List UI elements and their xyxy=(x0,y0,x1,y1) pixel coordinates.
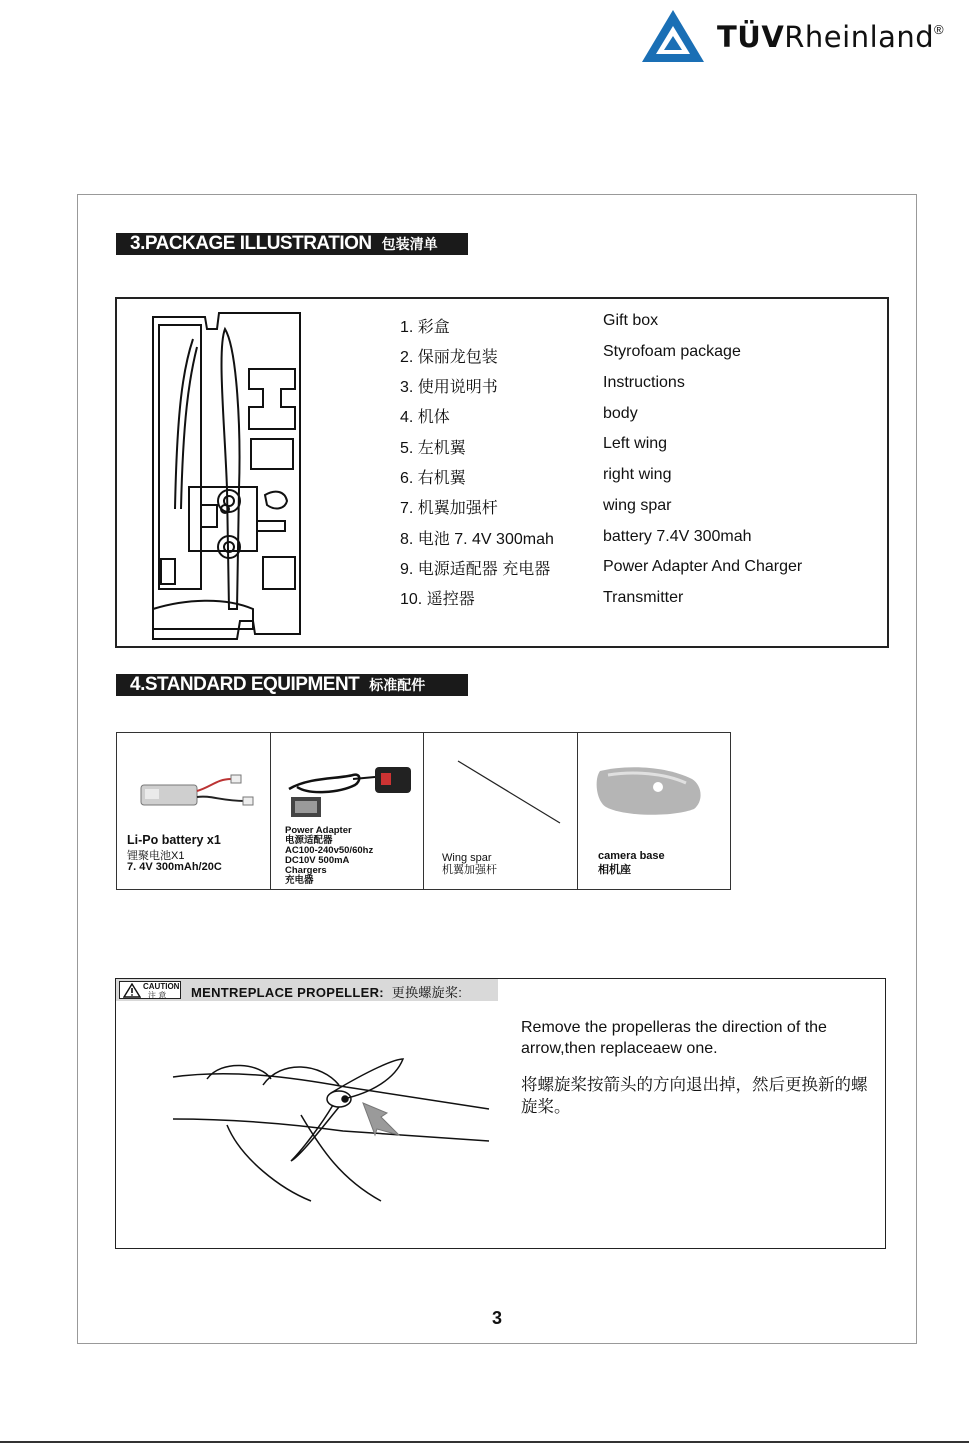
logo-wordmark: TÜVRheinland xyxy=(717,20,935,54)
equipment-section-title-cn: 标准配件 xyxy=(369,677,426,693)
caution-badge xyxy=(119,981,181,999)
package-item-en: right wing xyxy=(603,466,672,483)
package-item-en: Left wing xyxy=(603,435,668,452)
package-item-cn: 3. 使用说明书 xyxy=(400,379,498,396)
warning-triangle-icon xyxy=(123,983,141,998)
bottom-rule xyxy=(0,1441,969,1443)
equipment-label: AC100-240v50/60hz xyxy=(285,845,374,856)
package-item-en: wing spar xyxy=(603,497,672,514)
styrofoam-package-illustration xyxy=(145,309,305,644)
package-item-en: battery 7.4V 300mah xyxy=(603,528,752,545)
package-item-cn: 1. 彩盒 xyxy=(400,319,450,336)
equipment-label: 锂聚电池X1 xyxy=(127,850,185,862)
package-item-en: Power Adapter And Charger xyxy=(603,558,803,575)
package-item-en: Transmitter xyxy=(603,589,684,606)
equipment-label: camera base xyxy=(598,850,665,862)
package-section-title: 3.PACKAGE ILLUSTRATION xyxy=(130,233,372,254)
replace-propeller-instruction-cn: 将螺旋桨按箭头的方向退出掉，然后更换新的螺旋桨。 xyxy=(521,1076,868,1116)
equipment-label: 7. 4V 300mAh/20C xyxy=(127,861,222,873)
replace-propeller-box xyxy=(115,978,886,1249)
equipment-label: 相机座 xyxy=(598,864,631,876)
equipment-cell-wing-spar xyxy=(424,733,578,889)
package-item-cn: 6. 右机翼 xyxy=(400,470,466,487)
propeller-replacement-illustration xyxy=(171,1049,491,1209)
equipment-label: DC10V 500mA xyxy=(285,855,350,866)
package-illustration-box xyxy=(115,297,889,648)
package-item-cn: 9. 电源适配器 充电器 xyxy=(400,561,551,578)
caution-badge-cn: 注 意 xyxy=(148,991,167,1000)
package-item-en: body xyxy=(603,405,638,422)
registered-mark: ® xyxy=(934,22,944,37)
package-section-header xyxy=(116,233,468,255)
equipment-label: 充电器 xyxy=(285,875,314,886)
package-item-cn: 2. 保丽龙包装 xyxy=(400,349,498,366)
equipment-cell-adapter xyxy=(271,733,424,889)
replace-propeller-instruction-en: Remove the propelleras the direction of the arrow,then replaceaew one. xyxy=(521,1019,827,1057)
package-item-cn: 7. 机翼加强杆 xyxy=(400,500,498,517)
equipment-cell-battery xyxy=(117,733,271,889)
equipment-label: 电源适配器 xyxy=(285,835,333,846)
camera-base-image xyxy=(594,761,706,821)
battery-image xyxy=(139,771,259,811)
package-item-cn: 10. 遥控器 xyxy=(400,591,475,608)
power-adapter-image xyxy=(279,749,419,824)
equipment-label: Power Adapter xyxy=(285,825,352,836)
replace-propeller-title: MENTREPLACE PROPELLER: 更换螺旋桨: xyxy=(191,985,463,1000)
equipment-section-title: 4.STANDARD EQUIPMENT xyxy=(130,674,360,695)
wing-spar-image xyxy=(454,757,564,827)
equipment-label: Wing spar xyxy=(442,852,492,864)
package-item-en: Instructions xyxy=(603,374,685,391)
package-item-en: Styrofoam package xyxy=(603,343,741,360)
equipment-section-header xyxy=(116,674,468,696)
equipment-label: 机翼加强杆 xyxy=(442,864,497,876)
package-item-cn: 5. 左机翼 xyxy=(400,440,466,457)
package-item-cn: 4. 机体 xyxy=(400,409,450,426)
tuv-logo-icon xyxy=(640,8,706,64)
equipment-cell-camera-base xyxy=(578,733,730,889)
caution-badge-en: CAUTION xyxy=(143,982,180,991)
equipment-table xyxy=(116,732,731,890)
equipment-label: Chargers xyxy=(285,865,327,876)
equipment-label: Li-Po battery x1 xyxy=(127,833,221,847)
package-item-cn: 8. 电池 7. 4V 300mah xyxy=(400,531,554,548)
package-section-title-cn: 包装清单 xyxy=(381,236,438,252)
page-number: 3 xyxy=(492,1308,503,1328)
package-item-en: Gift box xyxy=(603,312,659,329)
